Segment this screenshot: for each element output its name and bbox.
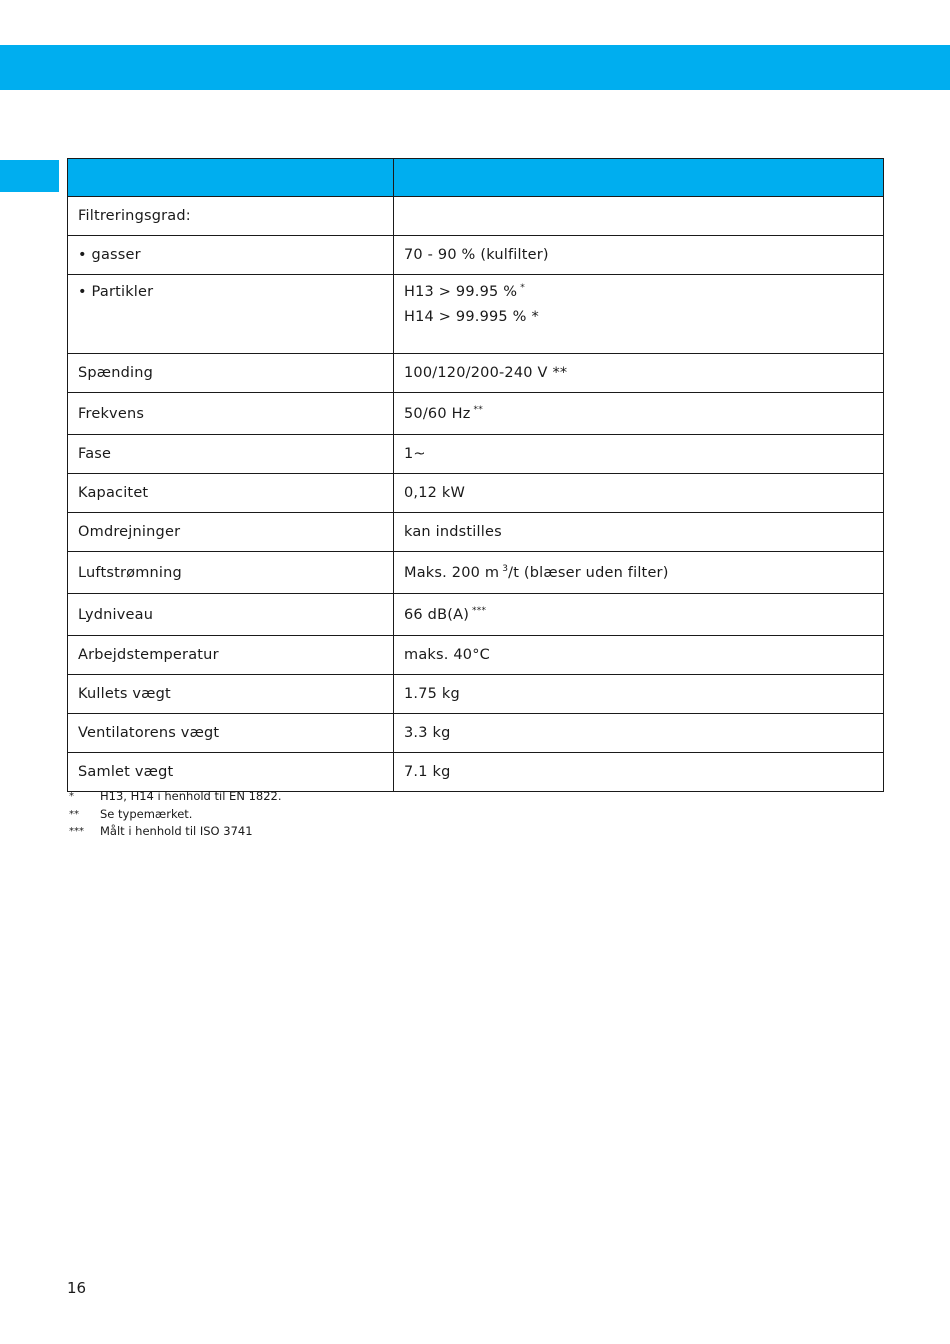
spec-value-text: Maks. 200 m [404,564,500,581]
footnote-ref: *** [472,605,487,616]
page-number: 16 [67,1279,87,1297]
spec-value [394,594,884,636]
spec-value: 1~ [394,435,884,474]
footnote-text: H13, H14 i henhold til EN 1822. [100,789,282,803]
table-row [68,675,884,714]
table-row [68,636,884,675]
spec-value-line2: H14 > 99.995 % * [404,309,539,325]
spec-label: Lydniveau [68,594,394,636]
table-row [68,474,884,513]
spec-label: Kapacitet [68,474,394,513]
footnote [69,823,282,841]
spec-value: kan indstilles [394,513,884,552]
spec-value [394,275,884,354]
table-header-cell [394,159,884,197]
footnote-mark: * [69,791,74,802]
spec-label: Filtreringsgrad: [68,197,394,236]
footnote [69,806,282,824]
header-band [0,45,950,90]
table-row [68,714,884,753]
spec-label: • Partikler [68,275,394,354]
spec-value: 0,12 kW [394,474,884,513]
spec-label: Fase [68,435,394,474]
spec-label: Frekvens [68,393,394,435]
spec-value: 1.75 kg [394,675,884,714]
spec-label: Arbejdstemperatur [68,636,394,675]
technical-data-table [67,158,884,792]
footnote-text: Se typemærket. [100,806,193,821]
table-row [68,552,884,594]
section-tab-marker [0,160,59,192]
spec-value: 70 - 90 % (kulfilter) [394,236,884,275]
table-row [68,197,884,236]
table-row [68,393,884,435]
table-row [68,435,884,474]
table-row [68,354,884,393]
spec-value: maks. 40°C [394,636,884,675]
footnote-mark: *** [69,826,84,837]
footnotes [69,788,282,841]
table-header-cell [68,159,394,197]
spec-value-text: 66 dB(A) [404,606,470,623]
footnote-ref: ** [473,404,483,415]
spec-label: Samlet vægt [68,753,394,792]
spec-label: Ventilatorens vægt [68,714,394,753]
footnote [69,788,282,806]
table-row [68,594,884,636]
table-row [68,753,884,792]
table-header-row [68,159,884,197]
table-row [68,236,884,275]
spec-label: Omdrejninger [68,513,394,552]
spec-value-suffix: /t (blæser uden filter) [508,564,669,581]
spec-value: 7.1 kg [394,753,884,792]
spec-label: • gasser [68,236,394,275]
spec-value-text: H13 > 99.95 % [404,284,518,300]
spec-label: Luftstrømning [68,552,394,594]
spec-value [394,552,884,594]
footnote-ref: * [520,283,525,294]
spec-label: Kullets vægt [68,675,394,714]
superscript-exponent: 3 [502,563,509,574]
spec-value [394,393,884,435]
footnote-text: Målt i henhold til ISO 3741 [100,824,253,838]
footnote-mark: ** [69,808,79,820]
spec-value: 100/120/200-240 V ** [394,354,884,393]
spec-value: 3.3 kg [394,714,884,753]
spec-label: Spænding [68,354,394,393]
spec-value-text: 50/60 Hz [404,405,471,422]
spec-value [394,197,884,236]
table-row [68,275,884,354]
table-row [68,513,884,552]
